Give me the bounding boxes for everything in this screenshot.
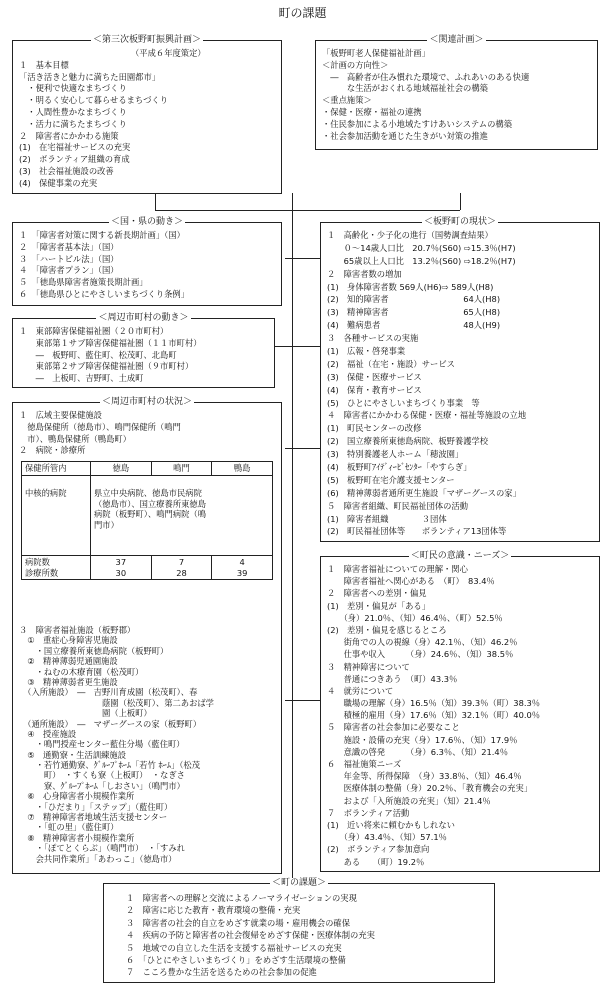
- table-cell: 4 39: [212, 555, 273, 580]
- text-line: 街角での人の視線（身）42.1％、（知）46.2％: [327, 637, 518, 648]
- text-line: ５ 障害者組織、町民福祉団体の活動: [327, 500, 469, 511]
- text-line: ７ こころ豊かな生活を送るための社会参加の促進: [126, 967, 317, 978]
- text-line: 積極的雇用（身）17.6％（知）32.1％（町）40.0％: [327, 710, 541, 721]
- text-line: ４ 疾病の予防と障害者の社会復帰をめざす保健・医療体制の充実: [126, 930, 375, 941]
- text-line: １ 基本目標: [19, 59, 69, 70]
- text-line: ① 重症心身障害児施設: [19, 635, 118, 646]
- text-line: ・「ぽてとくらぶ」（鳴門市） ・「すみれ: [19, 843, 185, 854]
- connector-line: [460, 193, 461, 210]
- text-line: (1) 身体障害者数 569人(H6)⇨ 589人(H8): [327, 281, 494, 292]
- box-lines: [19, 326, 270, 385]
- text-line: (1) 障害者組織 ３団体: [327, 513, 447, 524]
- text-line: 障害者福祉へ関心がある （町） 83.4％: [327, 576, 495, 587]
- text-line: 蔭園（松茂町）、第二あおば学: [19, 697, 214, 708]
- connector-line: [155, 210, 460, 211]
- box-lines: [19, 48, 277, 190]
- box-title: ＜町民の意識・ニーズ＞: [410, 551, 510, 561]
- text-line: な生活がおくれる地域福祉社会の構築: [322, 83, 488, 94]
- table-cell: 病院数 診療所数: [22, 555, 91, 580]
- table-cell: 37 30: [91, 555, 152, 580]
- text-line: （入所施設） ― 吉野川育成園（松茂町）、春: [19, 687, 198, 698]
- box-lines: [19, 230, 277, 301]
- box-title: ＜板野町の現状＞: [423, 217, 496, 227]
- text-line: 医療体制の整備（身）20.2％、「教育機会の充実」: [327, 783, 533, 794]
- text-line: ― 高齢者が住み慣れた環境で、ふれあいのある快適: [322, 71, 530, 82]
- text-line: ２ 障害者にかかわる施策: [19, 130, 119, 141]
- text-line: ② 精神薄弱児通園施設: [19, 656, 118, 667]
- text-line: （通所施設） ― マザーグースの家（板野町）: [19, 718, 202, 729]
- text-line: ４ 「障害者プラン」（国）: [19, 265, 119, 276]
- text-line: ・「虹の里」（藍住町）: [19, 822, 119, 833]
- text-line: ・国立療養所東徳島病院（板野町）: [19, 645, 169, 656]
- text-line: ６ 福祉施策ニーズ: [327, 759, 402, 769]
- text-line: (5) 板野町在宅介護支援センター: [327, 474, 455, 485]
- text-line: ⑦ 精神障害者地域生活支援センター: [19, 812, 168, 823]
- text-line: 町） ・すくも寮（上板町） ・なぎさ: [19, 770, 185, 781]
- text-line: ２ 「障害者基本法」（国）: [19, 241, 119, 252]
- box-third-plan: [12, 35, 282, 194]
- text-line: 仕事や収入 （身）24.6％、（知）38.5％: [327, 649, 514, 660]
- table-header: 鴨島: [212, 462, 273, 476]
- table-header-row: [22, 462, 273, 476]
- text-line: および「入所施設の充実」（知）21.4％: [327, 795, 491, 806]
- page-title: 町の課題: [278, 6, 327, 20]
- text-line: 職場の理解（身）16.5％（知）39.3％（町）38.3％: [327, 698, 541, 709]
- text-line: 「板野町老人保健福祉計画」: [322, 48, 430, 58]
- text-line: (2) 知的障害者 64人(H8): [327, 294, 501, 305]
- table-row: [22, 555, 273, 580]
- box-title: ＜国・県の動き＞: [110, 217, 183, 227]
- connector-line: [285, 258, 320, 259]
- text-line: ７ ボランティア活動: [327, 807, 410, 818]
- table-header: 鳴門: [151, 462, 212, 476]
- text-line: ・活力に満ちたまちづくり: [19, 118, 127, 129]
- text-line: ・「ひだまり」「ステップ」（藍住町）: [19, 801, 173, 812]
- text-line: ・便利で快適なまちづくり: [19, 83, 127, 94]
- text-line: (3) 精神障害者 65人(H8): [327, 307, 501, 318]
- connector-line: [285, 700, 320, 701]
- text-line: １ 「障害者対策に関する新長期計画」（国）: [19, 230, 185, 240]
- text-line: 東部第２サブ障害保健福祉圏（９市町村）: [19, 361, 194, 372]
- text-line: ３ 障害者福祉施設（板野郡）: [19, 625, 136, 635]
- text-line: 東部第１サブ障害保健福祉圏（１１市町村）: [19, 337, 202, 348]
- text-line: （平成６年度策定）: [19, 48, 206, 58]
- text-line: ３ 各種サービスの実施: [327, 333, 419, 344]
- connector-line: [285, 448, 320, 449]
- text-line: ・人間性豊かなまちづくり: [19, 106, 127, 117]
- text-line: ・鳴門授産センター藍住分場（藍住町）: [19, 739, 185, 750]
- box-lines: [19, 410, 277, 457]
- text-line: (4) 板野町ｱｲﾃﾞｨｰﾋﾞｾﾝﾀｰ「やすらぎ」: [327, 462, 472, 473]
- text-line: ５ 「徳島県障害者施策長期計画」: [19, 277, 148, 288]
- text-line: 年金等、所得保障 （身）33.8％、（知）46.4％: [327, 771, 522, 782]
- text-line: ・保健・医療・福祉の連携: [322, 106, 422, 117]
- text-line: 会共同作業所」「あわっこ」（徳島市）: [19, 853, 177, 864]
- text-line: （身）21.0％、（知）46.4％、（町）52.5％: [327, 612, 503, 623]
- text-line: 園（上板町）: [19, 708, 152, 719]
- connector-line: [275, 346, 320, 347]
- text-line: ２ 障害者数の増加: [327, 268, 402, 279]
- box-title: ＜関連計画＞: [429, 35, 484, 45]
- text-line: ③ 精神薄弱者更生施設: [19, 676, 118, 687]
- text-line: (1) 近い将来に頼むかもしれない: [327, 819, 455, 830]
- text-line: (3) 社会福祉施設の改善: [19, 165, 114, 176]
- table-cell: 7 28: [151, 555, 212, 580]
- text-line: (1) 差別・偏見が「ある」: [327, 600, 431, 611]
- text-line: ・社会参加活動を通じた生きがい対策の推進: [322, 130, 488, 141]
- text-line: 市）、鴨島保健所（鴨島町）: [19, 433, 132, 444]
- text-line: ⑧ 精神障害者小規模作業所: [19, 832, 135, 843]
- box-residents-needs: [320, 551, 600, 872]
- text-line: 「活き活きと魅力に満ちた田園都市」: [19, 71, 161, 82]
- text-line: （身）43.4％、（知）57.1％: [327, 832, 447, 843]
- text-line: ０～14歳人口比 20.7％(S60) ⇨15.3％(H7): [327, 242, 516, 253]
- connector-line: [155, 193, 156, 210]
- text-line: (2) 国立療養所東徳島病院、板野養護学校: [327, 436, 489, 447]
- box-neighbor-status: [12, 397, 282, 874]
- box-lines: [322, 48, 593, 142]
- box-town-issues: [103, 878, 495, 983]
- box-title: ＜町の課題＞: [271, 878, 326, 888]
- text-line: ⑤ 通勤寮・生活訓練施設: [19, 749, 127, 760]
- text-line: (5) ひとにやさしいまちづくり事業 等: [327, 397, 480, 408]
- text-line: 普通につきあう （町）43.3％: [327, 673, 458, 684]
- text-line: ２ 障害に応じた教育・教育環境の整備・充実: [126, 905, 301, 916]
- text-line: １ 広域主要保健施設: [19, 410, 102, 420]
- text-line: 施設・設備の充実（身）17.6％、（知）17.9％: [327, 734, 518, 745]
- table-header: 保健所管内: [22, 462, 91, 476]
- text-line: (4) 保育・教育サービス: [327, 384, 422, 395]
- table-header: 徳島: [91, 462, 152, 476]
- text-line: ・若竹通勤寮、ｸﾞﾙｰﾌﾟﾎｰﾑ「若竹 ﾎｰﾑ」（松茂: [19, 760, 201, 771]
- box-neighbor-movements: [12, 313, 275, 388]
- text-line: ― 板野町、藍住町、松茂町、北島町: [19, 349, 177, 360]
- text-line: ⑥ 心身障害者小規模作業所: [19, 791, 135, 802]
- text-line: ２ 病院・診療所: [19, 445, 86, 456]
- text-line: ＜計画の方向性＞: [322, 59, 389, 70]
- text-line: (2) ボランティア参加意向: [327, 844, 430, 855]
- box-title: ＜周辺市町村の状況＞: [101, 397, 192, 407]
- text-line: ― 上板町、吉野町、土成町: [19, 373, 144, 384]
- hospital-table: [21, 461, 273, 580]
- text-line: (3) 特別養護老人ホーム「穂波園」: [327, 449, 464, 460]
- box-lines: [327, 230, 595, 539]
- text-line: (3) 保健・医療サービス: [327, 371, 422, 382]
- text-line: 徳島保健所（徳島市）、鳴門保健所（鳴門: [19, 421, 181, 432]
- text-line: ４ 障害者にかかわる保健・医療・福祉等施設の立地: [327, 410, 527, 421]
- text-line: ４ 就労について: [327, 685, 394, 696]
- text-line: (1) 在宅福祉サービスの充実: [19, 142, 131, 153]
- text-line: 寮、ｸﾞﾙｰﾌﾟﾎｰﾑ「しおさい」（鳴門市）: [19, 780, 185, 791]
- text-line: (2) 町民福祉団体等 ボランティア13団体等: [327, 526, 507, 537]
- text-line: ある （町）19.2％: [327, 856, 425, 867]
- connector-line: [292, 193, 293, 883]
- box-lines: [327, 564, 595, 869]
- table-cell: 中核的病院: [22, 475, 91, 555]
- box-lines: [126, 892, 490, 979]
- text-line: (1) 町民センターの改修: [327, 423, 422, 434]
- text-line: ２ 障害者への差別・偏見: [327, 588, 427, 599]
- text-line: ６ 「徳島県ひとにやさしいまちづくり条例」: [19, 288, 190, 299]
- text-line: ６ 「ひとにやさしいまちづくり」をめざす生活環境の整備: [126, 954, 346, 965]
- text-line: (4) 保健事業の充実: [19, 177, 98, 188]
- text-line: １ 高齢化・少子化の進行（国勢調査結果）: [327, 230, 493, 240]
- text-line: 65歳以上人口比 13.2％(S60) ⇨18.2％(H7): [327, 255, 516, 266]
- text-line: 意識の啓発 （身）6.3％、（知）21.4％: [327, 746, 509, 757]
- box-national-prefectural: [12, 217, 282, 306]
- text-line: １ 東部障害保健福祉圏（２０市町村）: [19, 326, 169, 336]
- box-lines: [19, 625, 277, 864]
- text-line: ④ 授産施設: [19, 728, 77, 739]
- text-line: ３ 「ハートビル法」（国）: [19, 253, 119, 264]
- text-line: (2) 差別・偏見を感じるところ: [327, 624, 447, 635]
- box-title: ＜第三次板野町振興計画＞: [92, 35, 201, 45]
- text-line: ・ねむの木療育園（松茂町）: [19, 666, 144, 677]
- text-line: ３ 精神障害について: [327, 661, 410, 672]
- text-line: (6) 精神薄弱者通所更生施設「マザーグースの家」: [327, 487, 521, 498]
- text-line: (1) 広報・啓発事業: [327, 346, 406, 357]
- text-line: (2) 福祉（在宅・施設）サービス: [327, 358, 455, 369]
- text-line: ・住民参加による小地域たすけあいシステムの構築: [322, 118, 513, 129]
- text-line: ＜重点施策＞: [322, 95, 372, 106]
- text-line: １ 障害者福祉についての理解・関心: [327, 564, 468, 574]
- table-cell: 県立中央病院、徳島市民病院 （徳島市）、国立療養所東徳島 病院（板野町）、鳴門病院（鳴 門市）: [91, 475, 273, 555]
- box-title: ＜周辺市町村の動き＞: [98, 313, 189, 323]
- box-town-status: [320, 217, 600, 542]
- text-line: ・明るく安心して暮らせるまちづくり: [19, 95, 169, 106]
- text-line: ５ 地域での自立した生活を支援する福祉サービスの充実: [126, 942, 342, 953]
- text-line: (2) ボランティア組織の育成: [19, 154, 130, 165]
- text-line: (4) 難病患者 48人(H9): [327, 320, 501, 331]
- box-related-plan: [315, 35, 598, 150]
- table-row: [22, 475, 273, 555]
- text-line: ５ 障害者の社会参加に必要なこと: [327, 722, 460, 733]
- text-line: ３ 障害者の社会的自立をめざす就業の場・雇用機会の確保: [126, 917, 351, 928]
- text-line: １ 障害者への理解と交流によるノーマライゼーションの実現: [126, 893, 357, 903]
